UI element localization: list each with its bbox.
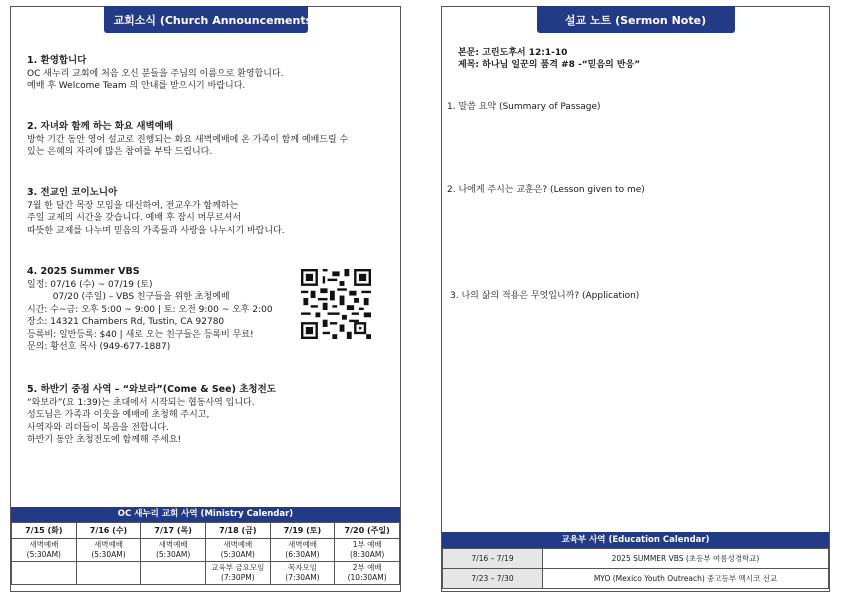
announcement-koinonia (27, 187, 390, 237)
table-row (12, 539, 400, 562)
announcements-panel (10, 6, 401, 592)
announcement-heading: 2. 자녀와 함께 하는 화요 새벽예배 (27, 121, 174, 132)
ministry-calendar-table (11, 522, 400, 585)
announcement-line: 성도님은 가족과 이웃을 예배에 초청해 주시고, (27, 410, 210, 420)
announcement-line: “와보라”(요 1:39)는 초대에서 시작되는 협동사역 입니다. (27, 397, 255, 408)
prompt-lesson: 2. 나에게 주시는 교훈은? (Lesson given to me) (447, 185, 645, 195)
sermon-note-panel (441, 6, 830, 592)
announcement-line: 따뜻한 교제를 나누며 믿음의 가족들과 사랑을 나누시기 바랍니다. (27, 225, 285, 236)
announcement-line: 방학 기간 동안 영어 설교로 진행되는 화요 새벽예배에 온 가족이 함께 예배드릴 수 (27, 134, 349, 145)
table-cell: 교육부 금요모임 (7:30PM) (205, 562, 270, 585)
sermon-note-title: 설교 노트 (Sermon Note) (537, 6, 735, 33)
table-header-row (12, 523, 400, 539)
table-cell (12, 562, 77, 585)
education-calendar-table (442, 548, 829, 589)
table-header: 7/16 (수) (76, 523, 141, 539)
table-cell-date: 7/23 – 7/30 (443, 569, 543, 589)
table-cell-event: 2025 SUMMER VBS (초등부 여름성경학교) (543, 549, 829, 569)
announcement-line: 있는 은혜의 자리에 많은 참여를 부탁 드립니다. (27, 147, 213, 157)
announcement-heading: 5. 하반기 중점 사역 – “와보라”(Come & See) 초청전도 (27, 384, 276, 395)
table-cell: 새벽예배 (5:30AM) (76, 539, 141, 562)
announcement-heading: 3. 전교인 코이노니아 (27, 187, 118, 198)
announcements-title: 교회소식 (Church Announcements) (104, 6, 308, 33)
scripture-reference: 본문: 고린도후서 12:1-10 (458, 48, 568, 58)
announcement-line: 시간: 수~금: 오후 5:00 ~ 9:00 | 토: 오전 9:00 ~ 오후 2:00 (27, 304, 273, 315)
table-cell: 새벽예배 (5:30AM) (141, 539, 206, 562)
announcement-tuesday-service (27, 121, 390, 159)
announcement-line: 등록비: 일반등록: $40 | 새로 오는 친구들은 등록비 무료! (27, 329, 254, 340)
table-header: 7/18 (금) (205, 523, 270, 539)
table-cell: 새벽예배 (5:30AM) (12, 539, 77, 562)
table-row (443, 549, 829, 569)
qr-code-icon[interactable] (301, 269, 371, 339)
announcement-line: 일정: 07/16 (수) ~ 07/19 (토) (27, 279, 153, 290)
announcement-line: 주일 교제의 시간을 갖습니다. 예배 후 잠시 머무르셔서 (27, 213, 242, 223)
table-header: 7/17 (목) (141, 523, 206, 539)
announcement-heading: 1. 환영합니다 (27, 55, 87, 66)
table-cell: 1부 예배 (8:30AM) (335, 539, 400, 562)
announcement-heading: 4. 2025 Summer VBS (27, 266, 140, 277)
announcement-line: 예배 후 Welcome Team 의 안내를 받으시기 바랍니다. (27, 81, 246, 91)
table-cell (141, 562, 206, 585)
table-header: 7/20 (주일) (335, 523, 400, 539)
table-cell-date: 7/16 – 7/19 (443, 549, 543, 569)
prompt-application: 3. 나의 삶의 적용은 무엇입니까? (Application) (450, 291, 640, 301)
announcement-line: OC 새누리 교회에 처음 오신 분들을 주님의 이름으로 환영합니다. (27, 68, 284, 79)
table-cell: 2부 예배 (10:30AM) (335, 562, 400, 585)
announcement-line: 하반기 동안 초청전도에 함께해 주세요! (27, 435, 182, 445)
table-header: 7/19 (토) (270, 523, 335, 539)
education-calendar-title: 교육부 사역 (Education Calendar) (442, 532, 829, 548)
table-cell-event: MYO (Mexico Youth Outreach) 중고등부 멕시코 선교 (543, 569, 829, 589)
table-cell: 목자모임 (7:30AM) (270, 562, 335, 585)
announcement-line: 사역자와 리더들이 복음을 전합니다. (27, 422, 169, 433)
announcement-line: 7월 한 달간 목장 모임을 대신하여, 전교우가 함께하는 (27, 200, 239, 211)
announcement-line: 문의: 황선호 목사 (949-677-1887) (27, 342, 171, 352)
ministry-calendar-title: OC 새누리 교회 사역 (Ministry Calendar) (11, 507, 400, 522)
table-row (443, 569, 829, 589)
table-header: 7/15 (화) (12, 523, 77, 539)
table-cell (76, 562, 141, 585)
sermon-title: 제목: 하나님 일꾼의 품격 #8 -“믿음의 반응” (458, 60, 641, 70)
prompt-summary: 1. 말씀 요약 (Summary of Passage) (447, 102, 601, 112)
announcement-come-and-see (27, 384, 390, 447)
table-row (12, 562, 400, 585)
announcement-welcome (27, 55, 390, 93)
table-cell: 새벽예배 (5:30AM) (205, 539, 270, 562)
announcement-line: 07/20 (주일) – VBS 친구들을 위한 초청예배 (27, 292, 230, 302)
announcement-line: 장소: 14321 Chambers Rd, Tustin, CA 92780 (27, 317, 225, 327)
table-cell: 새벽예배 (6:30AM) (270, 539, 335, 562)
